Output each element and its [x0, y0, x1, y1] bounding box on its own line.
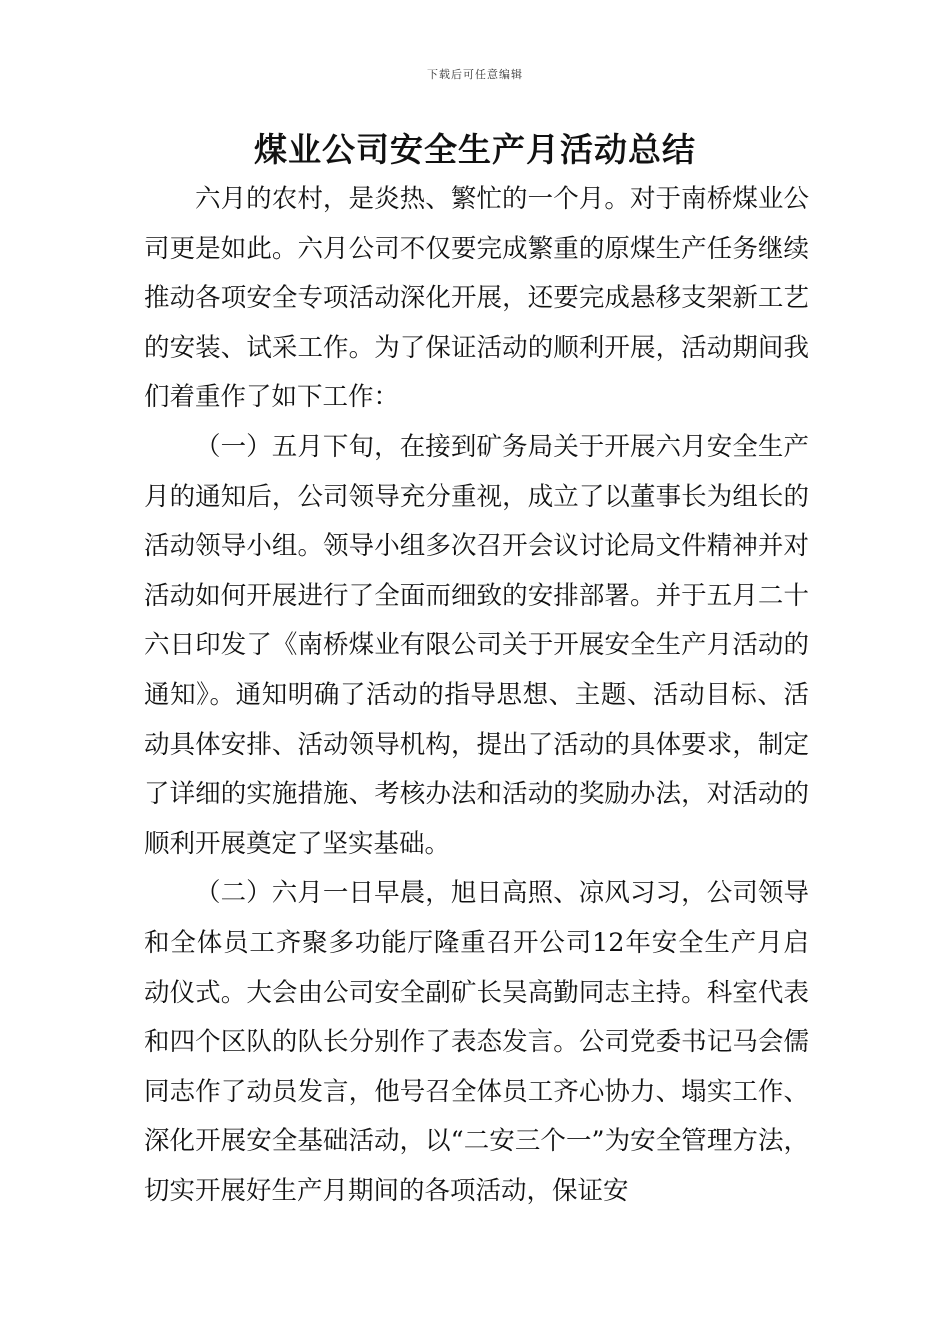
paragraph-intro: 六月的农村，是炎热、繁忙的一个月。对于南桥煤业公司更是如此。六月公司不仅要完成繁重的原煤生产任务继续推动各项安全专项活动深化开展，还要完成悬移支架新工艺的安装、试采工作。为了保证活动的顺利开展，活动期间我们着重作了如下工作：: [144, 184, 809, 413]
document-title: 煤业公司安全生产月活动总结: [254, 130, 696, 169]
document-body: [144, 175, 809, 1216]
paragraph-section-1: （一）五月下旬，在接到矿务局关于开展六月安全生产月的通知后，公司领导充分重视，成立了以董事长为组长的活动领导小组。领导小组多次召开会议讨论局文件精神并对活动如何开展进行了全面而细致的安排部署。并于五月二十六日印发了《南桥煤业有限公司关于开展安全生产月活动的通知》。通知明确了活动的指导思想、主题、活动目标、活动具体安排、活动领导机构，提出了活动的具体要求，制定了详细的实施措施、考核办法和活动的奖励办法，对活动的顺利开展奠定了坚实基础。: [144, 431, 809, 859]
paragraph-section-2: （二）六月一日早晨，旭日高照、凉风习习，公司领导和全体员工齐聚多功能厅隆重召开公司12年安全生产月启动仪式。大会由公司安全副矿长吴高勤同志主持。科室代表和四个区队的队长分别作了表态发言。公司党委书记马会儒同志作了动员发言，他号召全体员工齐心协力、塌实工作、深化开展安全基础活动，以“二安三个一”为安全管理方法，切实开展好生产月期间的各项活动，保证安: [144, 878, 809, 1206]
header-note: 下载后可任意编辑: [427, 68, 523, 81]
